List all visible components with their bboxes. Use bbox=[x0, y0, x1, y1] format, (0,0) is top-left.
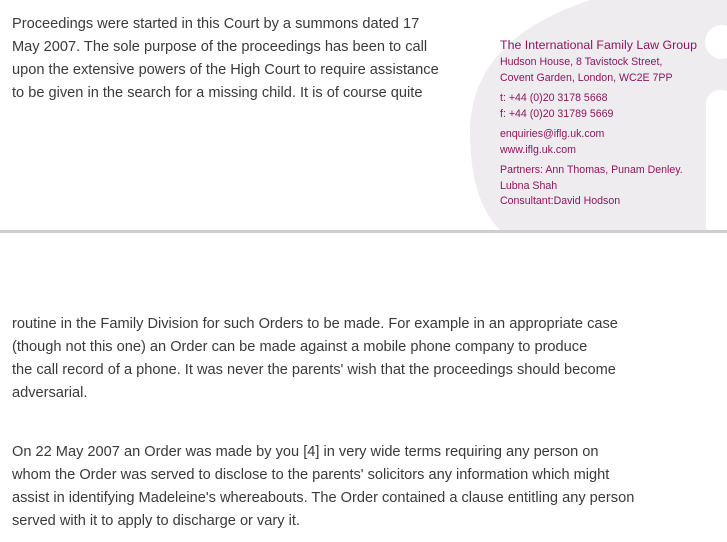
text-line: served with it to apply to discharge or vary it. bbox=[12, 513, 300, 529]
text-line: (though not this one) an Order can be made against a mobile phone company to produce bbox=[12, 339, 588, 355]
website-link[interactable]: www.iflg.uk.com bbox=[500, 143, 576, 156]
letterhead-contact-block bbox=[500, 37, 715, 210]
text-line: Proceedings were started in this Court by a summons dated 17 bbox=[12, 16, 420, 32]
text-line: adversarial. bbox=[12, 385, 88, 401]
address-line: Hudson House, 8 Tavistock Street, bbox=[500, 56, 663, 68]
page1-paragraph bbox=[12, 13, 439, 105]
partners-line: Partners: Ann Thomas, Punam Denley. bbox=[500, 164, 683, 176]
email-link[interactable]: enquiries@iflg.uk.com bbox=[500, 128, 605, 140]
text-line: the call record of a phone. It was never the parents' wish that the proceedings should become bbox=[12, 362, 616, 378]
page2-paragraph-1 bbox=[12, 313, 618, 405]
text-line: upon the extensive powers of the High Court to require assistance bbox=[12, 62, 439, 78]
text-line: to be given in the search for a missing child. It is of course quite bbox=[12, 85, 423, 101]
organisation-name: The International Family Law Group bbox=[500, 38, 697, 52]
letter-page-top bbox=[0, 0, 727, 230]
text-line: assist in identifying Madeleine's whereabouts. The Order contained a clause entitling any person bbox=[12, 490, 635, 506]
telephone-number: t: +44 (0)20 3178 5668 bbox=[500, 92, 608, 104]
partners-line: Lubna Shah bbox=[500, 179, 558, 192]
text-line: May 2007. The sole purpose of the proceedings has been to call bbox=[12, 39, 428, 55]
fax-number: f: +44 (0)20 31789 5669 bbox=[500, 107, 614, 120]
text-line: whom the Order was served to disclose to the parents' solicitors any information which might bbox=[12, 467, 610, 483]
page-break-divider bbox=[0, 230, 727, 233]
page2-paragraph-2 bbox=[12, 441, 634, 533]
address-line: Covent Garden, London, WC2E 7PP bbox=[500, 71, 673, 84]
text-line: On 22 May 2007 an Order was made by you [4] in very wide terms requiring any person on bbox=[12, 444, 599, 460]
text-line: routine in the Family Division for such Orders to be made. For example in an appropriate case bbox=[12, 316, 618, 332]
consultant-line: Consultant:David Hodson bbox=[500, 195, 621, 207]
